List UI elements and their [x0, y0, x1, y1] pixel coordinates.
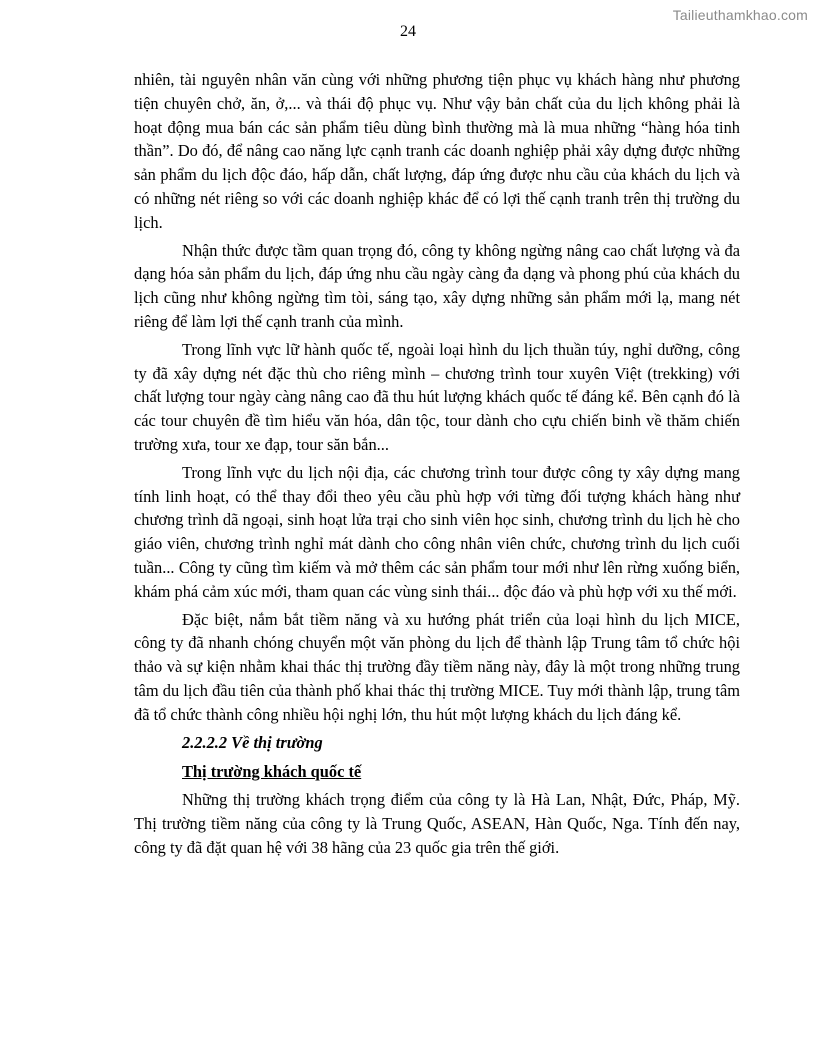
paragraph-product-quality: Nhận thức được tầm quan trọng đó, công ty không ngừng nâng cao chất lượng và đa dạng hóa sản phẩm du lịch, đáp ứng nhu cầu ngày càng đa dạng và phong phú của khách du lịch cũng như không ngừng tìm tòi, sáng tạo, xây dựng những sản phẩm mới lạ, mang nét riêng để làm lợi thế cạnh tranh của mình.: [134, 240, 740, 331]
paragraph-key-markets: Những thị trường khách trọng điểm của công ty là Hà Lan, Nhật, Đức, Pháp, Mỹ. Thị trường tiềm năng của công ty là Trung Quốc, ASEAN, Hàn Quốc, Nga. Tính đến nay, công ty đã đặt quan hệ với 38 hãng của 23 quốc gia trên thế giới.: [134, 790, 740, 857]
paragraph-mice: Đặc biệt, nắm bắt tiềm năng và xu hướng phát triển của loại hình du lịch MICE, công ty đã nhanh chóng chuyển một văn phòng du lịch để thành lập Trung tâm tổ chức hội thảo và sự kiện nhằm khai thác thị trường đầy tiềm năng này, đây là một trong những trung tâm du lịch đầu tiên của thành phố khai thác thị trường MICE. Tuy mới thành lập, trung tâm đã tổ chức thành công nhiều hội nghị lớn, thu hút một lượng khách du lịch đáng kể.: [134, 609, 740, 724]
document-body: [134, 68, 740, 864]
paragraph-domestic-tours: Trong lĩnh vực du lịch nội địa, các chương trình tour được công ty xây dựng mang tính linh hoạt, có thể thay đổi theo yêu cầu phù hợp với từng đối tượng khách hàng như chương trình dã ngoại, sinh hoạt lửa trại cho sinh viên học sinh, chương trình du lịch hè cho giáo viên, chương trình nghỉ mát dành cho công nhân viên chức, chương trình du lịch cuối tuần... Công ty cũng tìm kiếm và mở thêm các sản phẩm tour mới như lên rừng xuống biển, khám phá cảm xúc mới, tham quan các vùng sinh thái... độc đáo và phù hợp với xu thế mới.: [134, 462, 740, 601]
paragraph-continuation: nhiên, tài nguyên nhân văn cùng với những phương tiện phục vụ khách hàng như phương tiện chuyên chở, ăn, ở,... và thái độ phục vụ. Như vậy bản chất của du lịch không phải là hoạt động mua bán các sản phẩm tiêu dùng bình thường mà là mua những “hàng hóa tinh thần”. Do đó, để nâng cao năng lực cạnh tranh các doanh nghiệp phải xây dựng được những sản phẩm du lịch độc đáo, hấp dẫn, chất lượng, đáp ứng được nhu cầu của khách du lịch và có những nét riêng so với các doanh nghiệp khác để có lợi thế cạnh tranh trên thị trường du lịch.: [134, 70, 740, 232]
subsection-heading: Thị trường khách quốc tế: [182, 762, 362, 782]
page-number: 24: [400, 23, 416, 40]
paragraph-international-tours: Trong lĩnh vực lữ hành quốc tế, ngoài loại hình du lịch thuần túy, nghỉ dưỡng, công ty đã xây dựng nét đặc thù cho riêng mình – chương trình tour xuyên Việt (trekking) với chất lượng tour ngày càng nâng cao đã thu hút lượng khách quốc tế đáng kể. Bên cạnh đó là các tour chuyên đề tìm hiểu văn hóa, dân tộc, tour dành cho cựu chiến binh về thăm chiến trường xưa, tour xe đạp, tour săn bắn...: [134, 339, 740, 454]
watermark: Tailieuthamkhao.com: [672, 7, 808, 23]
section-heading: 2.2.2.2 Về thị trường: [182, 732, 323, 752]
